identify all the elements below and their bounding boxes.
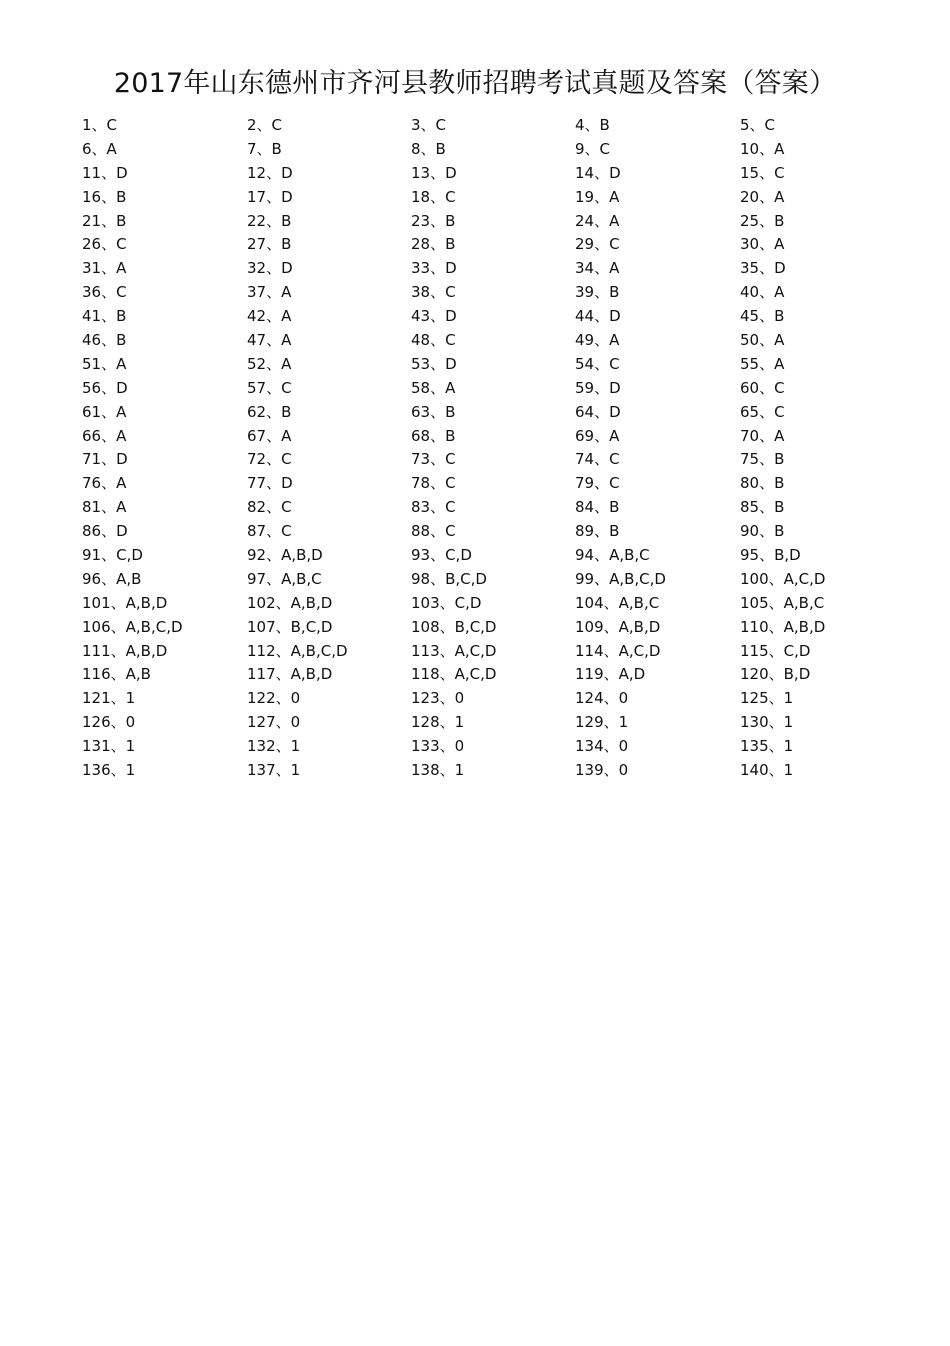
answer-item: 55、A <box>740 354 785 373</box>
answer-item: 101、A,B,D <box>82 593 168 612</box>
answer-item: 97、A,B,C <box>247 569 322 588</box>
answer-item: 130、1 <box>740 713 794 732</box>
answer-item: 35、D <box>740 259 786 278</box>
answer-item: 73、C <box>411 450 456 469</box>
answer-item: 1、C <box>82 116 118 134</box>
answer-item: 50、A <box>740 331 785 350</box>
answer-item: 135、1 <box>740 737 794 756</box>
answer-item: 136、1 <box>82 761 136 780</box>
answer-item: 34、A <box>575 259 620 278</box>
answer-item: 134、0 <box>575 737 629 756</box>
answer-item: 138、1 <box>411 761 465 780</box>
answer-item: 114、A,C,D <box>575 641 661 660</box>
answer-item: 5、C <box>740 116 776 134</box>
answer-item: 21、B <box>82 211 127 230</box>
answer-item: 126、0 <box>82 713 136 732</box>
answer-item: 14、D <box>575 163 621 182</box>
document-title: 2017年山东德州市齐河县教师招聘考试真题及答案（答案） <box>113 68 837 99</box>
answer-item: 125、1 <box>740 689 794 708</box>
answer-item: 41、B <box>82 307 127 326</box>
answer-item: 139、0 <box>575 761 629 780</box>
answer-item: 9、C <box>575 139 611 158</box>
answer-item: 47、A <box>247 331 292 350</box>
answer-item: 4、B <box>575 116 610 134</box>
answer-item: 94、A,B,C <box>575 546 650 565</box>
answer-item: 54、C <box>575 354 620 373</box>
answer-item: 17、D <box>247 187 293 206</box>
answer-item: 32、D <box>247 259 293 278</box>
answer-item: 59、D <box>575 378 621 397</box>
answer-item: 13、D <box>411 163 457 182</box>
answer-item: 37、A <box>247 283 292 302</box>
answer-item: 15、C <box>740 163 785 182</box>
answer-item: 111、A,B,D <box>82 641 168 660</box>
answer-item: 8、B <box>411 139 446 158</box>
answer-item: 106、A,B,C,D <box>82 617 183 636</box>
answer-item: 98、B,C,D <box>411 569 487 588</box>
answer-item: 52、A <box>247 354 292 373</box>
answer-item: 76、A <box>82 474 127 493</box>
answer-item: 112、A,B,C,D <box>247 641 348 660</box>
answer-item: 69、A <box>575 426 620 445</box>
answer-item: 2、C <box>247 116 283 134</box>
answer-item: 104、A,B,C <box>575 593 660 612</box>
answer-item: 26、C <box>82 235 127 254</box>
answer-item: 91、C,D <box>82 546 143 565</box>
answer-item: 6、A <box>82 139 117 158</box>
answer-item: 45、B <box>740 307 785 326</box>
answer-item: 28、B <box>411 235 456 254</box>
answer-item: 42、A <box>247 307 292 326</box>
answer-item: 20、A <box>740 187 785 206</box>
answer-item: 133、0 <box>411 737 465 756</box>
answer-item: 38、C <box>411 283 456 302</box>
answer-item: 124、0 <box>575 689 629 708</box>
answer-item: 62、B <box>247 402 292 421</box>
answer-item: 11、D <box>82 163 128 182</box>
answer-item: 75、B <box>740 450 785 469</box>
answer-item: 44、D <box>575 307 621 326</box>
answer-item: 18、C <box>411 187 456 206</box>
answer-item: 23、B <box>411 211 456 230</box>
answer-item: 117、A,B,D <box>247 665 333 684</box>
answer-item: 49、A <box>575 331 620 350</box>
answer-item: 80、B <box>740 474 785 493</box>
answer-item: 27、B <box>247 235 292 254</box>
answer-item: 88、C <box>411 522 456 541</box>
answer-item: 31、A <box>82 259 127 278</box>
answer-item: 123、0 <box>411 689 465 708</box>
answer-item: 90、B <box>740 522 785 541</box>
answer-item: 71、D <box>82 450 128 469</box>
answer-item: 108、B,C,D <box>411 617 497 636</box>
answer-item: 121、1 <box>82 689 136 708</box>
answer-item: 82、C <box>247 498 292 517</box>
answer-item: 100、A,C,D <box>740 569 826 588</box>
answer-item: 72、C <box>247 450 292 469</box>
answer-item: 68、B <box>411 426 456 445</box>
answer-item: 7、B <box>247 139 282 158</box>
answer-item: 51、A <box>82 354 127 373</box>
answer-item: 57、C <box>247 378 292 397</box>
answer-item: 3、C <box>411 116 447 134</box>
answer-item: 95、B,D <box>740 546 801 565</box>
answer-item: 107、B,C,D <box>247 617 333 636</box>
answer-item: 36、C <box>82 283 127 302</box>
answer-item: 74、C <box>575 450 620 469</box>
answer-item: 43、D <box>411 307 457 326</box>
answer-item: 77、D <box>247 474 293 493</box>
answer-item: 96、A,B <box>82 569 142 588</box>
answer-item: 110、A,B,D <box>740 617 826 636</box>
answer-item: 129、1 <box>575 713 629 732</box>
answer-item: 122、0 <box>247 689 301 708</box>
answer-item: 127、0 <box>247 713 301 732</box>
answer-item: 84、B <box>575 498 620 517</box>
answer-item: 92、A,B,D <box>247 546 323 565</box>
answer-item: 137、1 <box>247 761 301 780</box>
answer-item: 30、A <box>740 235 785 254</box>
answer-item: 79、C <box>575 474 620 493</box>
answer-item: 29、C <box>575 235 620 254</box>
answer-item: 63、B <box>411 402 456 421</box>
answer-item: 89、B <box>575 522 620 541</box>
answer-item: 40、A <box>740 283 785 302</box>
answer-item: 10、A <box>740 139 785 158</box>
answer-item: 87、C <box>247 522 292 541</box>
answer-item: 33、D <box>411 259 457 278</box>
answer-item: 81、A <box>82 498 127 517</box>
answer-item: 25、B <box>740 211 785 230</box>
answer-item: 58、A <box>411 378 456 397</box>
answer-item: 120、B,D <box>740 665 811 684</box>
answer-item: 12、D <box>247 163 293 182</box>
answer-item: 102、A,B,D <box>247 593 333 612</box>
answer-item: 119、A,D <box>575 665 646 684</box>
answer-item: 116、A,B <box>82 665 151 684</box>
answer-item: 22、B <box>247 211 292 230</box>
answer-item: 56、D <box>82 378 128 397</box>
answer-item: 85、B <box>740 498 785 517</box>
answer-item: 39、B <box>575 283 620 302</box>
answer-item: 61、A <box>82 402 127 421</box>
answer-item: 113、A,C,D <box>411 641 497 660</box>
answer-item: 67、A <box>247 426 292 445</box>
answer-item: 60、C <box>740 378 785 397</box>
answer-item: 105、A,B,C <box>740 593 825 612</box>
answer-item: 53、D <box>411 354 457 373</box>
answer-item: 46、B <box>82 331 127 350</box>
answer-item: 19、A <box>575 187 620 206</box>
answer-item: 93、C,D <box>411 546 472 565</box>
answer-item: 132、1 <box>247 737 301 756</box>
answer-item: 140、1 <box>740 761 794 780</box>
answer-grid <box>82 114 912 783</box>
answer-item: 86、D <box>82 522 128 541</box>
answer-item: 70、A <box>740 426 785 445</box>
answer-item: 128、1 <box>411 713 465 732</box>
answer-item: 24、A <box>575 211 620 230</box>
answer-item: 65、C <box>740 402 785 421</box>
answer-item: 64、D <box>575 402 621 421</box>
answer-item: 109、A,B,D <box>575 617 661 636</box>
answer-item: 118、A,C,D <box>411 665 497 684</box>
answer-item: 66、A <box>82 426 127 445</box>
answer-item: 78、C <box>411 474 456 493</box>
answer-item: 115、C,D <box>740 641 811 660</box>
answer-item: 131、1 <box>82 737 136 756</box>
answer-item: 103、C,D <box>411 593 482 612</box>
answer-item: 16、B <box>82 187 127 206</box>
answer-item: 99、A,B,C,D <box>575 569 666 588</box>
answer-item: 48、C <box>411 331 456 350</box>
answer-item: 83、C <box>411 498 456 517</box>
